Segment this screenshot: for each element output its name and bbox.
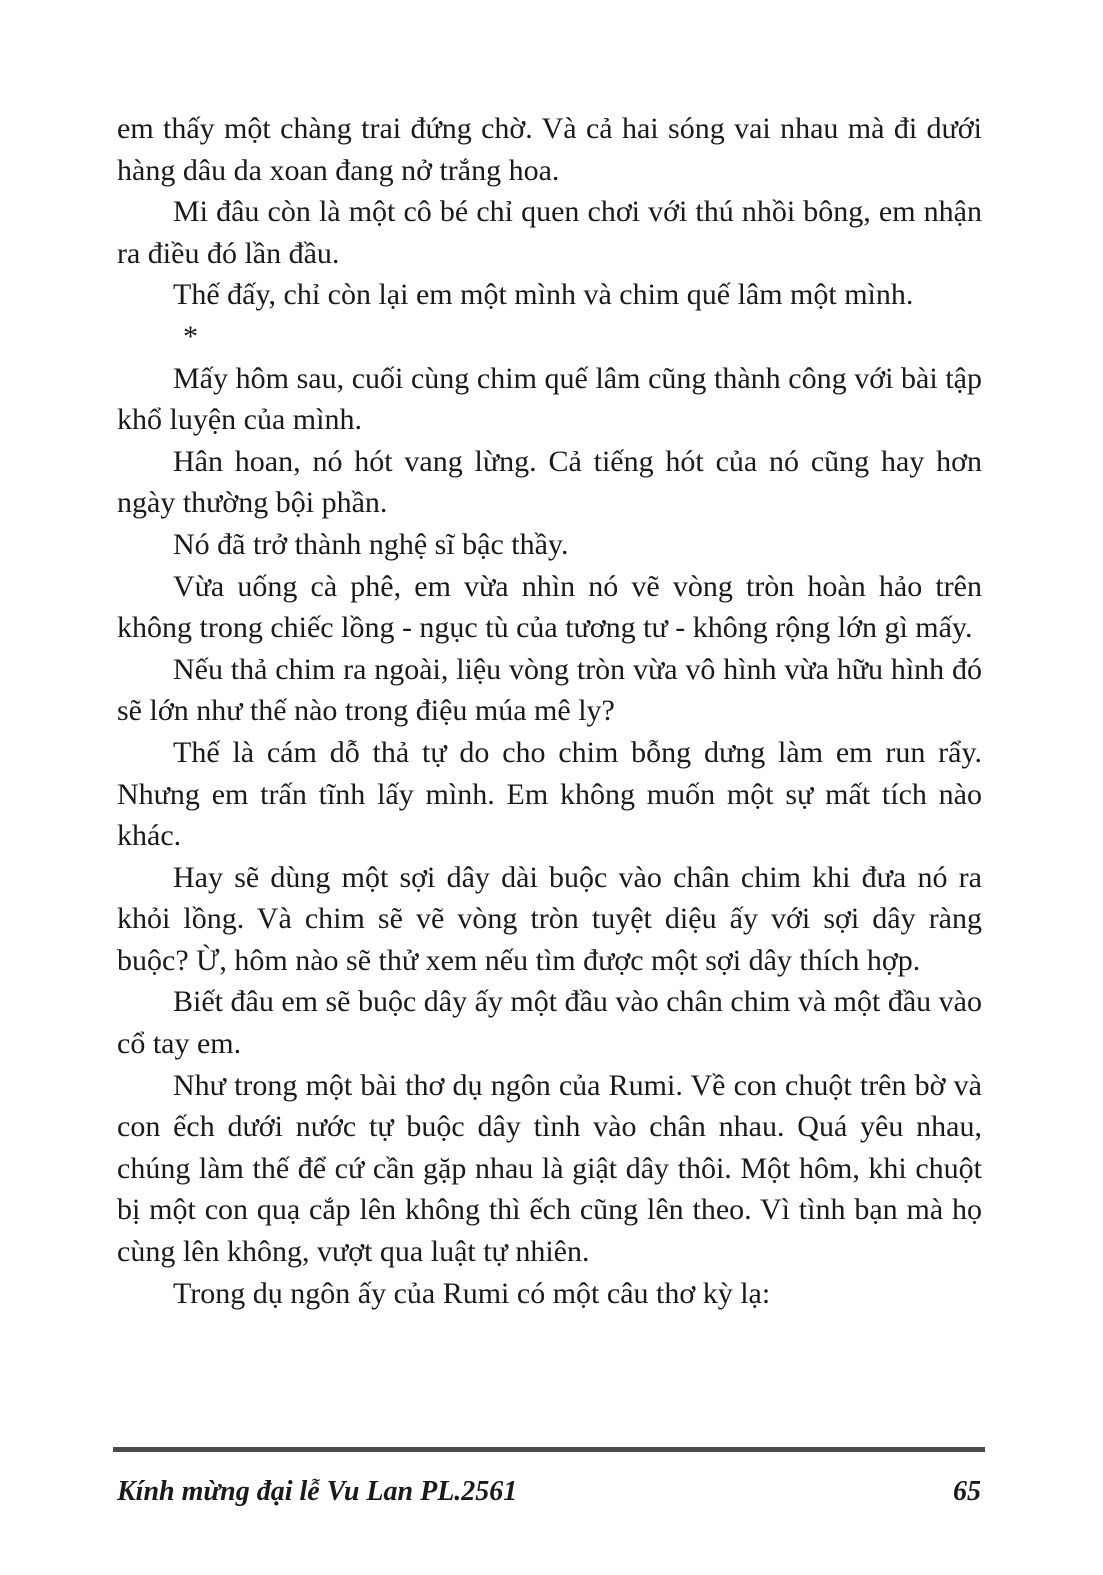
- paragraph: Trong dụ ngôn ấy của Rumi có một câu thơ kỳ lạ:: [173, 1276, 771, 1310]
- paragraph: Nó đã trở thành nghệ sĩ bậc thầy.: [173, 527, 569, 561]
- paragraph-continuation: em thấy một chàng trai đứng chờ. Và cả hai sóng vai nhau mà đi dưới hàng dâu da xoan đang nở trắng hoa.: [117, 112, 982, 187]
- paragraph: Mi đâu còn là một cô bé chỉ quen chơi với thú nhồi bông, em nhận ra điều đó lần đầu.: [117, 195, 982, 270]
- paragraph: Thế là cám dỗ thả tự do cho chim bỗng dưng làm em run rẩy. Nhưng em trấn tĩnh lấy mình. Em không muốn một sự mất tích nào khác.: [117, 735, 982, 853]
- paragraph: Mấy hôm sau, cuối cùng chim quế lâm cũng thành công với bài tập khổ luyện của mình.: [117, 361, 982, 437]
- paragraph: Như trong một bài thơ dụ ngôn của Rumi. Về con chuột trên bờ và con ếch dưới nước tự buộc dây tình vào chân nhau. Quá yêu nhau, chúng làm thế để cứ cần gặp nhau là giật dây thôi. Một hôm, khi chuột bị một con quạ cắp lên không thì ếch cũng lên theo. Vì tình bạn mà họ cùng lên không, vượt qua luật tự nhiên.: [117, 1068, 982, 1269]
- footer-divider: [113, 1447, 985, 1452]
- paragraph: Hay sẽ dùng một sợi dây dài buộc vào chân chim khi đưa nó ra khỏi lồng. Và chim sẽ vẽ vòng tròn tuyệt diệu ấy với sợi dây ràng buộc? Ừ, hôm nào sẽ thử xem nếu tìm được một sợi dây thích hợp.: [117, 860, 982, 977]
- paragraph: Nếu thả chim ra ngoài, liệu vòng tròn vừa vô hình vừa hữu hình đó sẽ lớn như thế nào trong điệu múa mê ly?: [117, 652, 982, 728]
- paragraph: Biết đâu em sẽ buộc dây ấy một đầu vào chân chim và một đầu vào cổ tay em.: [117, 985, 982, 1061]
- page-number: 65: [953, 1476, 981, 1507]
- paragraph: Hân hoan, nó hót vang lừng. Cả tiếng hót của nó cũng hay hơn ngày thường bội phần.: [117, 444, 982, 520]
- page-body: [117, 108, 982, 1314]
- section-separator: *: [183, 319, 198, 353]
- paragraph: Thế đấy, chỉ còn lại em một mình và chim quế lâm một mình.: [173, 278, 914, 312]
- footer-title: Kính mừng đại lễ Vu Lan PL.2561: [117, 1476, 518, 1507]
- paragraph: Vừa uống cà phê, em vừa nhìn nó vẽ vòng tròn hoàn hảo trên không trong chiếc lồng - ngục tù của tương tư - không rộng lớn gì mấy.: [117, 569, 982, 645]
